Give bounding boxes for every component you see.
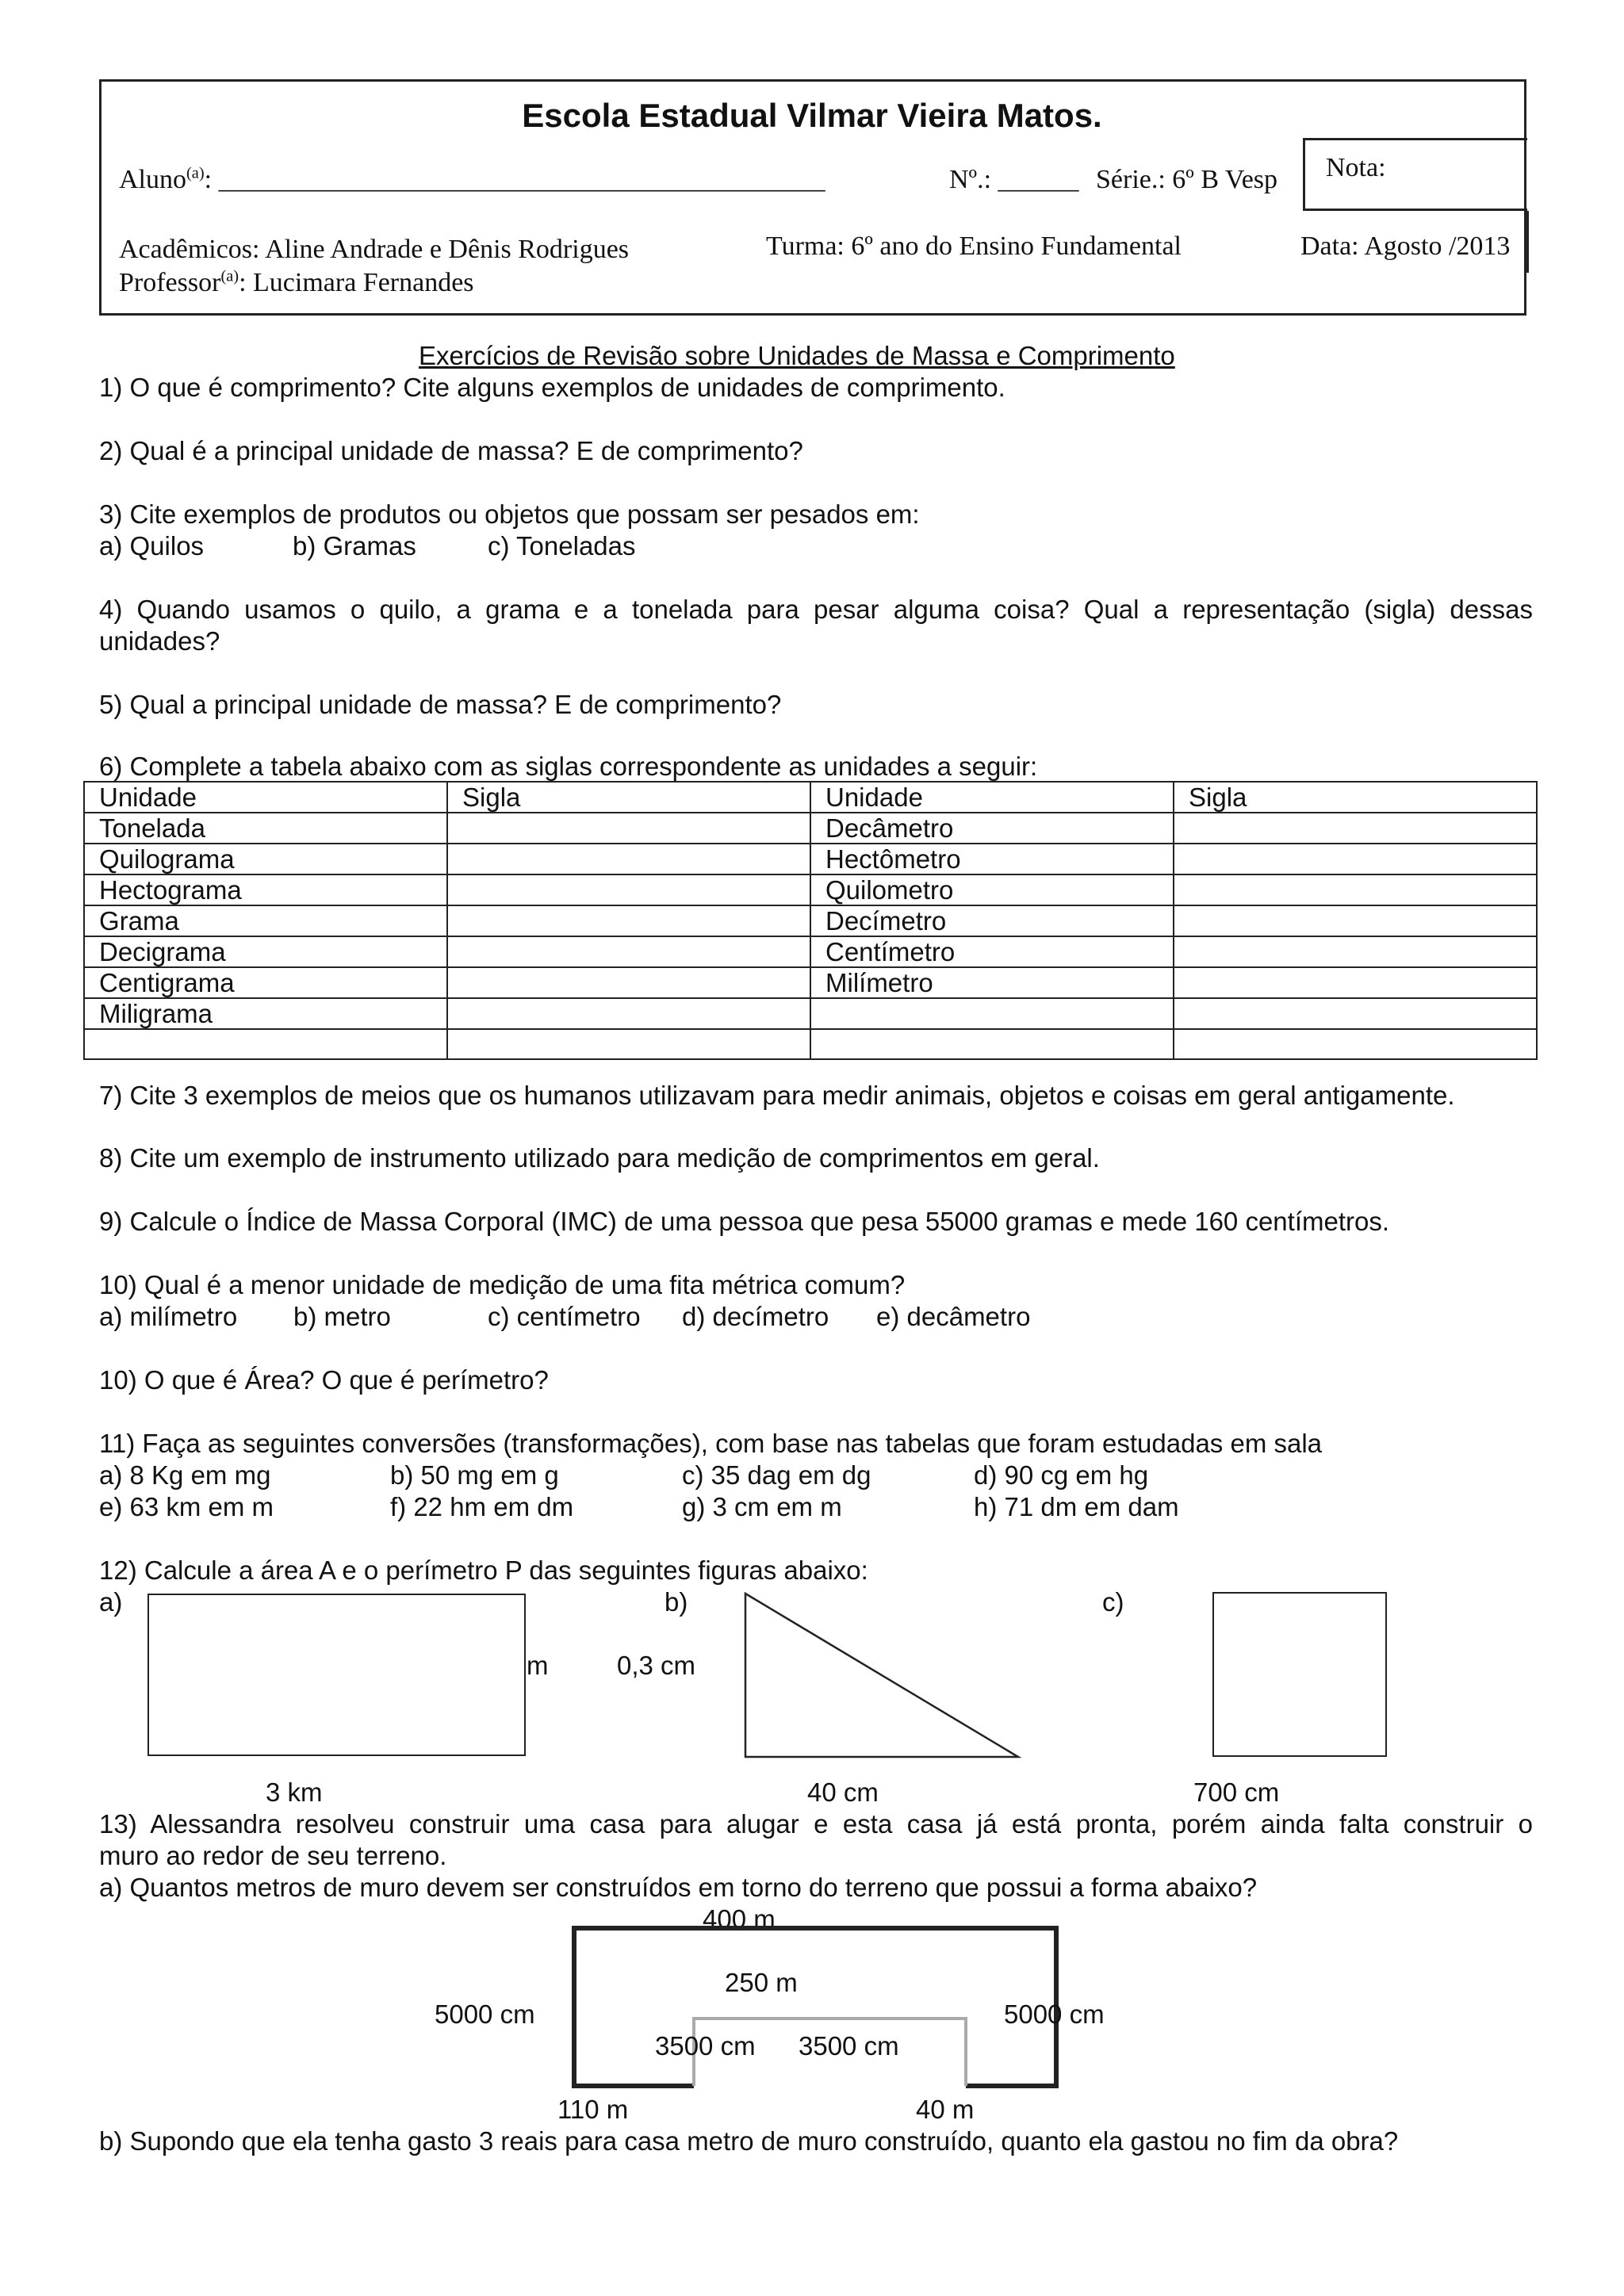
academics: Acadêmicos: Aline Andrade e Dênis Rodrigues [119,235,630,264]
triangle-base-label: 40 cm [807,1777,879,1807]
student-name-field[interactable]: Aluno$^{(a)}$: _____________________________________________ [119,164,825,194]
conversion-item: b) 50 mg em g [390,1460,559,1490]
table-row [84,874,1537,905]
question-6: 6) Complete a tabela abaixo com as siglas correspondente as unidades a seguir: [99,752,1038,781]
rectangle-base-label: 3 km [266,1777,323,1807]
table-cell: Hectômetro [810,844,1174,874]
conversion-item: e) 63 km em m [99,1492,274,1521]
table-cell: Quilograma [84,844,447,874]
question-8: 8) Cite um exemplo de instrumento utilizado para medição de comprimentos em geral. [99,1143,1100,1173]
conversion-item: g) 3 cm em m [682,1492,842,1521]
sigla-cell[interactable] [447,905,810,936]
table-cell: Decigrama [84,936,447,967]
question-3-option: b) Gramas [293,531,416,561]
question-9: 9) Calcule o Índice de Massa Corporal (IMC) de uma pessoa que pesa 55000 gramas e mede 160 centímetros. [99,1207,1390,1236]
sigla-cell[interactable] [447,998,810,1029]
table-cell: Centímetro [810,936,1174,967]
sigla-cell[interactable] [447,967,810,998]
table-cell: Quilometro [810,874,1174,905]
table-cell [810,998,1174,1029]
square-figure [1212,1592,1387,1757]
question-10b: 10) O que é Área? O que é perímetro? [99,1365,549,1395]
table-cell: Hectograma [84,874,447,905]
sigla-cell[interactable] [447,813,810,844]
question-10a-option: a) milímetro [99,1302,238,1331]
figure-label-c: c) [1102,1587,1124,1617]
units-table [83,781,1538,1060]
table-header-row [84,782,1537,813]
table-cell [84,1029,447,1059]
sigla-cell[interactable] [447,874,810,905]
question-11: 11) Faça as seguintes conversões (transformações), com base nas tabelas que foram estudadas em sala [99,1429,1323,1458]
terrain-top-label: 400 m [703,1904,776,1934]
terrain-left-label: 5000 cm [435,1999,535,2029]
conversion-item: h) 71 dm em dam [974,1492,1179,1521]
figure-label-b: b) [665,1587,688,1617]
question-7: 7) Cite 3 exemplos de meios que os humanos utilizavam para medir animais, objetos e coisas em geral antigamente. [99,1081,1455,1110]
sigla-cell[interactable] [1174,936,1537,967]
sigla-cell[interactable] [1174,874,1537,905]
date: Data: Agosto /2013 [1300,232,1511,261]
question-13a: a) Quantos metros de muro devem ser construídos em torno do terreno que possui a forma abaixo? [99,1873,1258,1902]
triangle-height-label: 0,3 cm [617,1651,696,1680]
conversion-item: d) 90 cg em hg [974,1460,1149,1490]
table-cell: Milímetro [810,967,1174,998]
terrain-bottom-left-label: 110 m [557,2095,629,2124]
header-divider [1526,211,1529,273]
rectangle-side-label: m [527,1651,549,1680]
terrain-right-label: 5000 cm [1004,1999,1105,2029]
terrain-bottom-right-label: 40 m [916,2095,975,2124]
question-10a-option: b) metro [293,1302,391,1331]
table-cell: Tonelada [84,813,447,844]
sigla-cell[interactable] [1174,905,1537,936]
worksheet-title: Exercícios de Revisão sobre Unidades de Massa e Comprimento [419,341,1175,370]
table-cell: Centigrama [84,967,447,998]
question-13-line-1: 13) Alessandra resolveu construir uma casa para alugar e esta casa já está pronta, porém ainda falta construir o [99,1809,1533,1839]
table-row [84,998,1537,1029]
question-10a: 10) Qual é a menor unidade de medição de uma fita métrica comum? [99,1270,906,1299]
question-12: 12) Calcule a área A e o perímetro P das seguintes figuras abaixo: [99,1556,868,1585]
square-base-label: 700 cm [1193,1777,1280,1807]
conversion-item: a) 8 Kg em mg [99,1460,271,1490]
conversion-item: f) 22 hm em dm [390,1492,574,1521]
table-cell: Grama [84,905,447,936]
table-header-cell: Sigla [1174,782,1537,813]
sigla-cell[interactable] [1174,967,1537,998]
terrain-inner-top-label: 250 m [725,1968,798,1997]
terrain-inner-left-label: 3500 cm [655,2031,756,2061]
question-3-option: c) Toneladas [488,531,636,561]
table-header-cell: Sigla [447,782,810,813]
table-row [84,844,1537,874]
sigla-cell[interactable] [1174,844,1537,874]
terrain-figure [571,1925,1063,2091]
school-title: Escola Estadual Vilmar Vieira Matos. [522,97,1102,134]
table-header-cell: Unidade [84,782,447,813]
table-row [84,1029,1537,1059]
question-4-line-1: 4) Quando usamos o quilo, a grama e a tonelada para pesar alguma coisa? Qual a representação (sigla) dessas [99,595,1533,624]
question-3-option: a) Quilos [99,531,205,561]
table-cell: Decâmetro [810,813,1174,844]
table-cell: Decímetro [810,905,1174,936]
question-5: 5) Qual a principal unidade de massa? E de comprimento? [99,690,782,719]
teacher: Professor$^{(a)}$: Lucimara Fernandes [119,267,474,297]
figure-label-a: a) [99,1587,123,1617]
table-row [84,967,1537,998]
class-series: Série.: 6º B Vesp [1096,165,1278,194]
table-cell [810,1029,1174,1059]
table-header-cell: Unidade [810,782,1174,813]
class-group: Turma: 6º ano do Ensino Fundamental [766,232,1182,261]
sigla-cell[interactable] [1174,813,1537,844]
grade-label: Nota: [1326,153,1386,182]
sigla-cell[interactable] [447,936,810,967]
question-2: 2) Qual é a principal unidade de massa? E de comprimento? [99,436,803,465]
sigla-cell[interactable] [1174,1029,1537,1059]
table-cell: Miligrama [84,998,447,1029]
triangle-figure [744,1592,1021,1758]
rectangle-figure [147,1594,526,1756]
sigla-cell[interactable] [447,844,810,874]
question-3: 3) Cite exemplos de produtos ou objetos que possam ser pesados em: [99,499,920,529]
question-13b: b) Supondo que ela tenha gasto 3 reais para casa metro de muro construído, quanto ela gastou no fim da obra? [99,2126,1399,2156]
table-row [84,905,1537,936]
number-field[interactable]: Nº.: ______ [949,165,1079,194]
table-row [84,936,1537,967]
sigla-cell[interactable] [447,1029,810,1059]
question-4-line-2: unidades? [99,626,220,656]
table-row [84,813,1537,844]
terrain-inner-right-label: 3500 cm [799,2031,899,2061]
question-10a-option: d) decímetro [682,1302,829,1331]
conversion-item: c) 35 dag em dg [682,1460,871,1490]
question-1: 1) O que é comprimento? Cite alguns exemplos de unidades de comprimento. [99,373,1005,402]
question-10a-option: c) centímetro [488,1302,641,1331]
question-10a-option: e) decâmetro [876,1302,1031,1331]
sigla-cell[interactable] [1174,998,1537,1029]
question-13-line-2: muro ao redor de seu terreno. [99,1841,447,1870]
